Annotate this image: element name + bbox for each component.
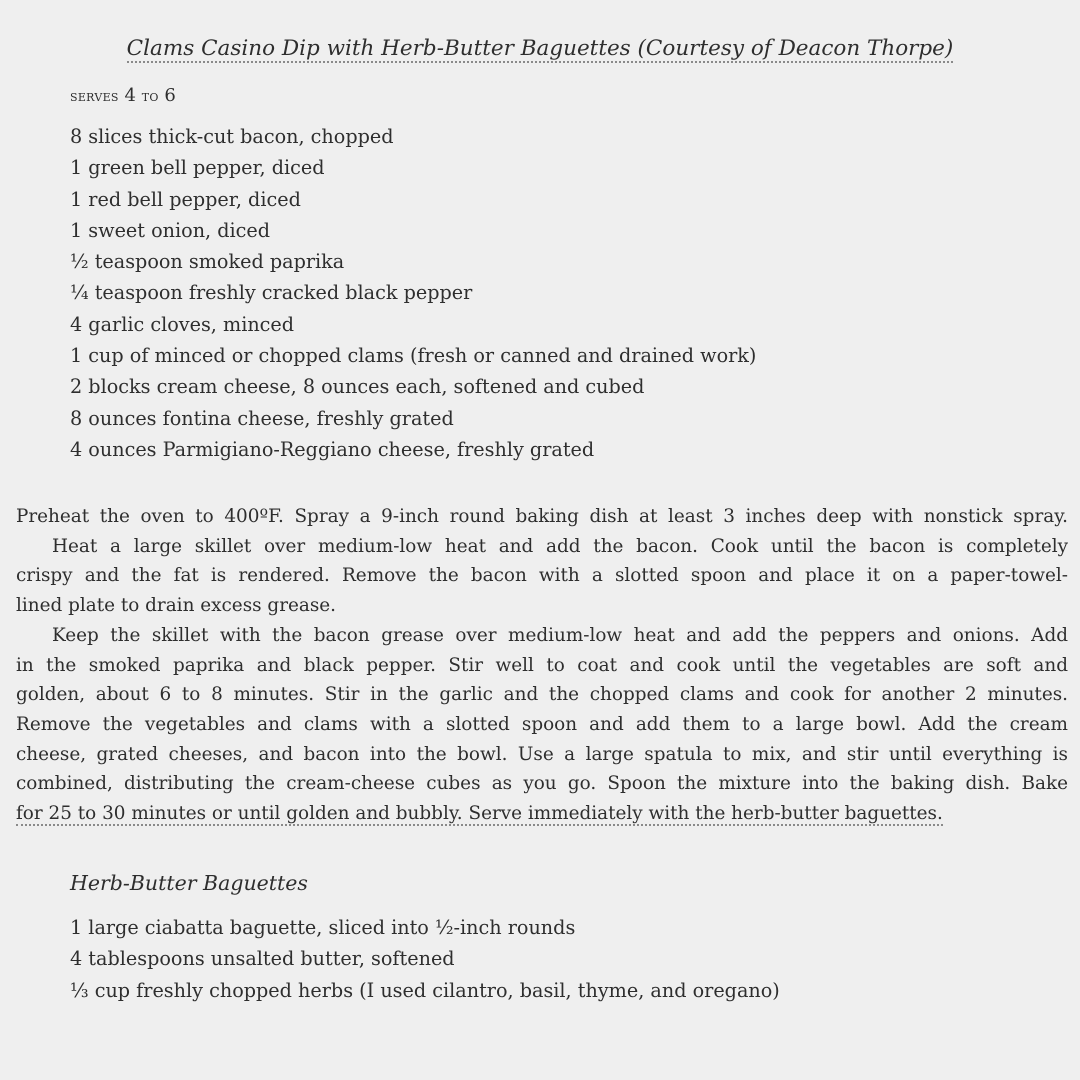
- serves-min: 4: [124, 85, 136, 106]
- serves-max: 6: [164, 85, 176, 106]
- herb-butter-heading: Herb-Butter Baguettes: [70, 871, 308, 895]
- method-line: crispy and the fat is rendered. Remove the bacon with a slotted spoon and place it on a paper-towel-: [16, 565, 1068, 587]
- ingredient-item: 1 red bell pepper, diced: [70, 187, 301, 211]
- herb-butter-ingredient-list: [70, 912, 780, 1006]
- method-line: Heat a large skillet over medium-low heat and add the bacon. Cook until the bacon is completely: [52, 535, 1068, 557]
- ingredient-item: 1 sweet onion, diced: [70, 218, 271, 242]
- ingredient-item: 1 green bell pepper, diced: [70, 156, 325, 180]
- recipe-title-text: Clams Casino Dip with Herb-Butter Baguettes (Courtesy of Deacon Thorpe): [126, 36, 954, 61]
- ingredient-item: 8 ounces fontina cheese, freshly grated: [70, 406, 454, 430]
- ingredient-item: 2 blocks cream cheese, 8 ounces each, softened and cubed: [70, 375, 645, 399]
- ingredient-item: 8 slices thick-cut bacon, chopped: [70, 125, 394, 148]
- ingredient-item: ¼ teaspoon freshly cracked black pepper: [70, 281, 473, 305]
- ingredient-item: ⅓ cup freshly chopped herbs (I used cilantro, basil, thyme, and oregano): [70, 978, 780, 1002]
- method-line: combined, distributing the cream-cheese cubes as you go. Spoon the mixture into the baking dish. Bake: [16, 773, 1068, 795]
- method-line-final: [16, 799, 1068, 829]
- serves-label: serves: [70, 87, 119, 105]
- ingredient-item: 4 tablespoons unsalted butter, softened: [70, 947, 455, 971]
- ingredient-item: 4 ounces Parmigiano-Reggiano cheese, freshly grated: [70, 437, 595, 461]
- recipe-title: [0, 32, 1080, 66]
- method-line: in the smoked paprika and black pepper. Stir well to coat and cook until the vegetables are soft and: [16, 654, 1068, 676]
- method-line: golden, about 6 to 8 minutes. Stir in the garlic and the chopped clams and cook for another 2 minutes.: [16, 684, 1068, 706]
- ingredient-item: ½ teaspoon smoked paprika: [70, 250, 345, 274]
- method-line: Keep the skillet with the bacon grease over medium-low heat and add the peppers and onions. Add: [52, 624, 1068, 646]
- ingredient-list: [70, 121, 756, 465]
- method-text: [16, 502, 1068, 829]
- ingredient-item: 4 garlic cloves, minced: [70, 312, 295, 336]
- method-line: Remove the vegetables and clams with a slotted spoon and add them to a large bowl. Add the cream: [16, 713, 1068, 735]
- method-line: Preheat the oven to 400ºF. Spray a 9-inch round baking dish at least 3 inches deep with nonstick spray.: [16, 506, 1068, 527]
- serves-to: to: [141, 87, 159, 105]
- method-line: cheese, grated cheeses, and bacon into the bowl. Use a large spatula to mix, and stir until everything is: [16, 743, 1068, 765]
- serves-line: [70, 82, 176, 110]
- method-line-text: for 25 to 30 minutes or until golden and bubbly. Serve immediately with the herb-butter baguettes.: [16, 803, 943, 825]
- ingredient-item: 1 cup of minced or chopped clams (fresh or canned and drained work): [70, 344, 757, 368]
- ingredient-item: 1 large ciabatta baguette, sliced into ½-inch rounds: [70, 916, 576, 939]
- method-line: lined plate to drain excess grease.: [16, 595, 336, 617]
